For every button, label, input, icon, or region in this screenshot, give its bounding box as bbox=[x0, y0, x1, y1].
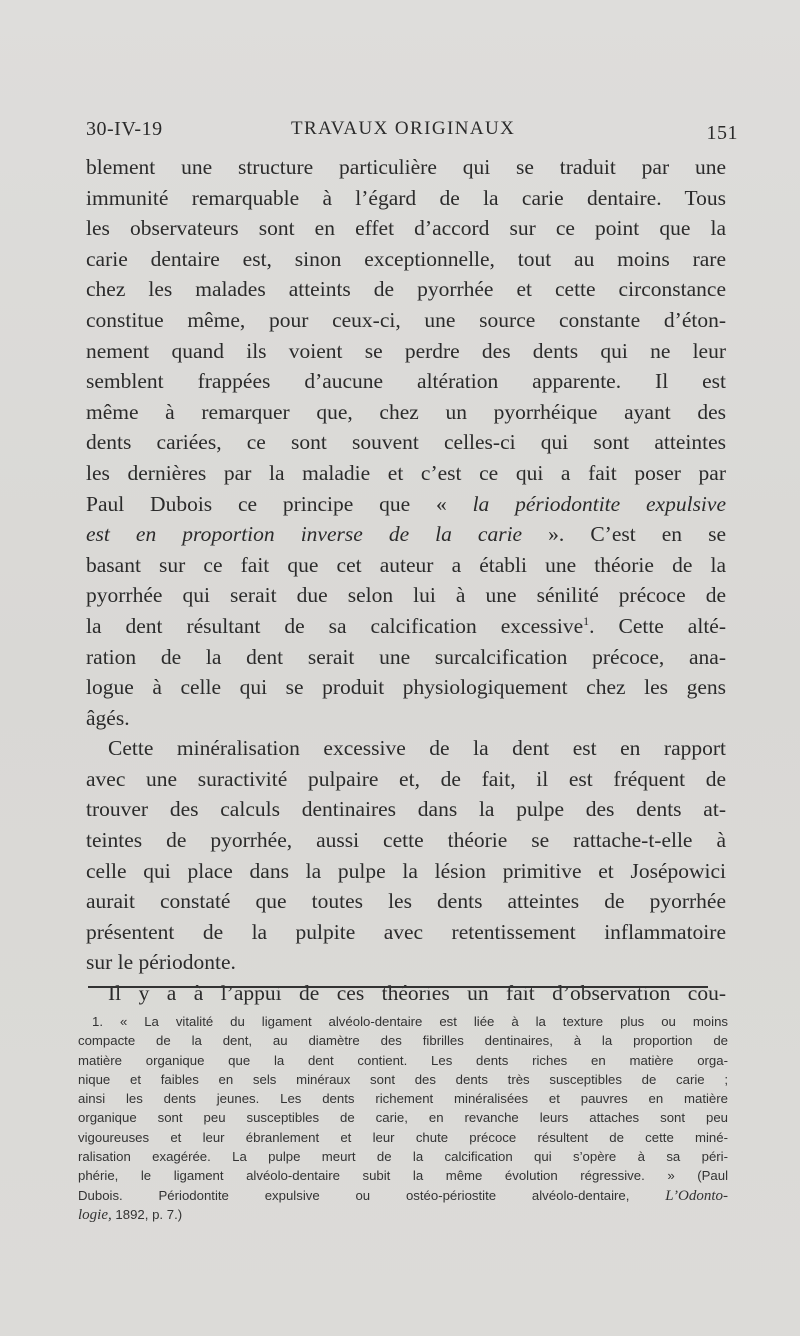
text-line: dents cariées, ce sont souvent celles-ci qui sont atteintes bbox=[86, 430, 726, 455]
footnote-ref: 1 bbox=[583, 613, 590, 628]
footnote-line: compacte de la dent, au diamètre des fibrilles dentinaires, à la proportion de bbox=[78, 1033, 728, 1049]
text-line: âgés. bbox=[86, 705, 130, 730]
text-line: même à remarquer que, chez un pyorrhéique ayant des bbox=[86, 399, 726, 424]
running-header bbox=[86, 118, 738, 148]
text-line: les dernières par la maladie et c’est ce qui a fait poser par bbox=[86, 460, 726, 485]
text-line: carie dentaire est, sinon exceptionnelle, tout au moins rare bbox=[86, 246, 726, 271]
text-run: Dubois. Périodontite expulsive ou ostéo-périostite alvéolo-dentaire, bbox=[78, 1187, 666, 1203]
footnote-line bbox=[78, 1205, 728, 1224]
text-line: pyorrhée qui serait due selon lui à une sénilité précoce de bbox=[86, 583, 726, 608]
italic-quote: la périodontite expulsive bbox=[472, 491, 726, 516]
footnote-line: organique sont peu susceptibles de carie, en revanche leurs attaches sont peu bbox=[78, 1110, 728, 1126]
text-line: constitue même, pour ceux-ci, une source constante d’éton- bbox=[86, 307, 726, 332]
text-line: nement quand ils voient se perdre des dents qui ne leur bbox=[86, 338, 726, 363]
text-run: 1892, p. 7.) bbox=[111, 1206, 183, 1222]
text-line: les observateurs sont en effet d’accord sur ce point que la bbox=[86, 216, 726, 241]
text-line: celle qui place dans la pulpe la lésion primitive et Josépowici bbox=[86, 858, 726, 883]
text-line: avec une suractivité pulpaire et, de fait, il est fréquent de bbox=[86, 766, 726, 791]
header-date: 30-IV-19 bbox=[86, 118, 163, 140]
text-run: . Cette alté- bbox=[589, 613, 726, 638]
text-line bbox=[86, 519, 726, 550]
footnote-rule bbox=[88, 986, 708, 988]
footnote-line: 1. « La vitalité du ligament alvéolo-dentaire est liée à la texture plus ou moins bbox=[92, 1014, 728, 1029]
text-line: Il y a à l’appui de ces théories un fait d’observation cou- bbox=[108, 981, 726, 1006]
footnote bbox=[78, 1012, 728, 1224]
text-line bbox=[86, 489, 726, 520]
header-title: TRAVAUX ORIGINAUX bbox=[291, 118, 516, 139]
text-line: aurait constaté que toutes les dents atteintes de pyorrhée bbox=[86, 889, 726, 914]
text-run: Paul Dubois ce principe que « bbox=[86, 491, 473, 516]
text-line: immunité remarquable à l’égard de la carie dentaire. Tous bbox=[86, 185, 726, 210]
footnote-line: ralisation exagérée. La pulpe meurt de la calcification qui s’opère à sa péri- bbox=[78, 1149, 728, 1165]
text-line: basant sur ce fait que cet auteur a établi une théorie de la bbox=[86, 552, 726, 577]
journal-title: L’Odonto- bbox=[665, 1187, 728, 1204]
text-run: la dent résultant de sa calcification excessive bbox=[86, 613, 584, 638]
text-line: chez les malades atteints de pyorrhée et cette circonstance bbox=[86, 277, 726, 302]
italic-quote: est en proportion inverse de la carie bbox=[86, 522, 523, 547]
text-run: ». C’est en se bbox=[522, 522, 726, 547]
journal-title: logie, bbox=[78, 1206, 112, 1223]
text-line: blement une structure particulière qui se traduit par une bbox=[86, 155, 726, 179]
main-text bbox=[86, 152, 726, 1009]
text-line: logue à celle qui se produit physiologiquement chez les gens bbox=[86, 675, 726, 700]
footnote-line: nique et faibles en sels minéraux sont des dents très susceptibles de carie ; bbox=[78, 1071, 728, 1087]
text-line: teintes de pyorrhée, aussi cette théorie se rattache-t-elle à bbox=[86, 828, 726, 853]
footnote-line: phérie, le ligament alvéolo-dentaire subit la même évolution régressive. » (Paul bbox=[78, 1168, 728, 1184]
footnote-line bbox=[78, 1186, 728, 1205]
footnote-line: vigoureuses et leur ébranlement et leur chute précoce résultent de cette miné- bbox=[78, 1129, 728, 1145]
footnote-line: ainsi les dents jeunes. Les dents richement minéralisées et pauvres en matière bbox=[78, 1091, 728, 1107]
text-line: semblent frappées d’aucune altération apparente. Il est bbox=[86, 369, 726, 394]
text-line bbox=[86, 611, 726, 642]
text-line: présentent de la pulpite avec retentissement inflammatoire bbox=[86, 919, 726, 944]
page-number: 151 bbox=[706, 122, 738, 144]
footnote-line: matière organique que la dent contient. Les dents riches en matière orga- bbox=[78, 1052, 728, 1068]
text-line: ration de la dent serait une surcalcification précoce, ana- bbox=[86, 644, 726, 669]
text-line: Cette minéralisation excessive de la dent est en rapport bbox=[108, 736, 726, 761]
text-line: trouver des calculs dentinaires dans la pulpe des dents at- bbox=[86, 797, 726, 822]
text-line: sur le périodonte. bbox=[86, 950, 236, 975]
